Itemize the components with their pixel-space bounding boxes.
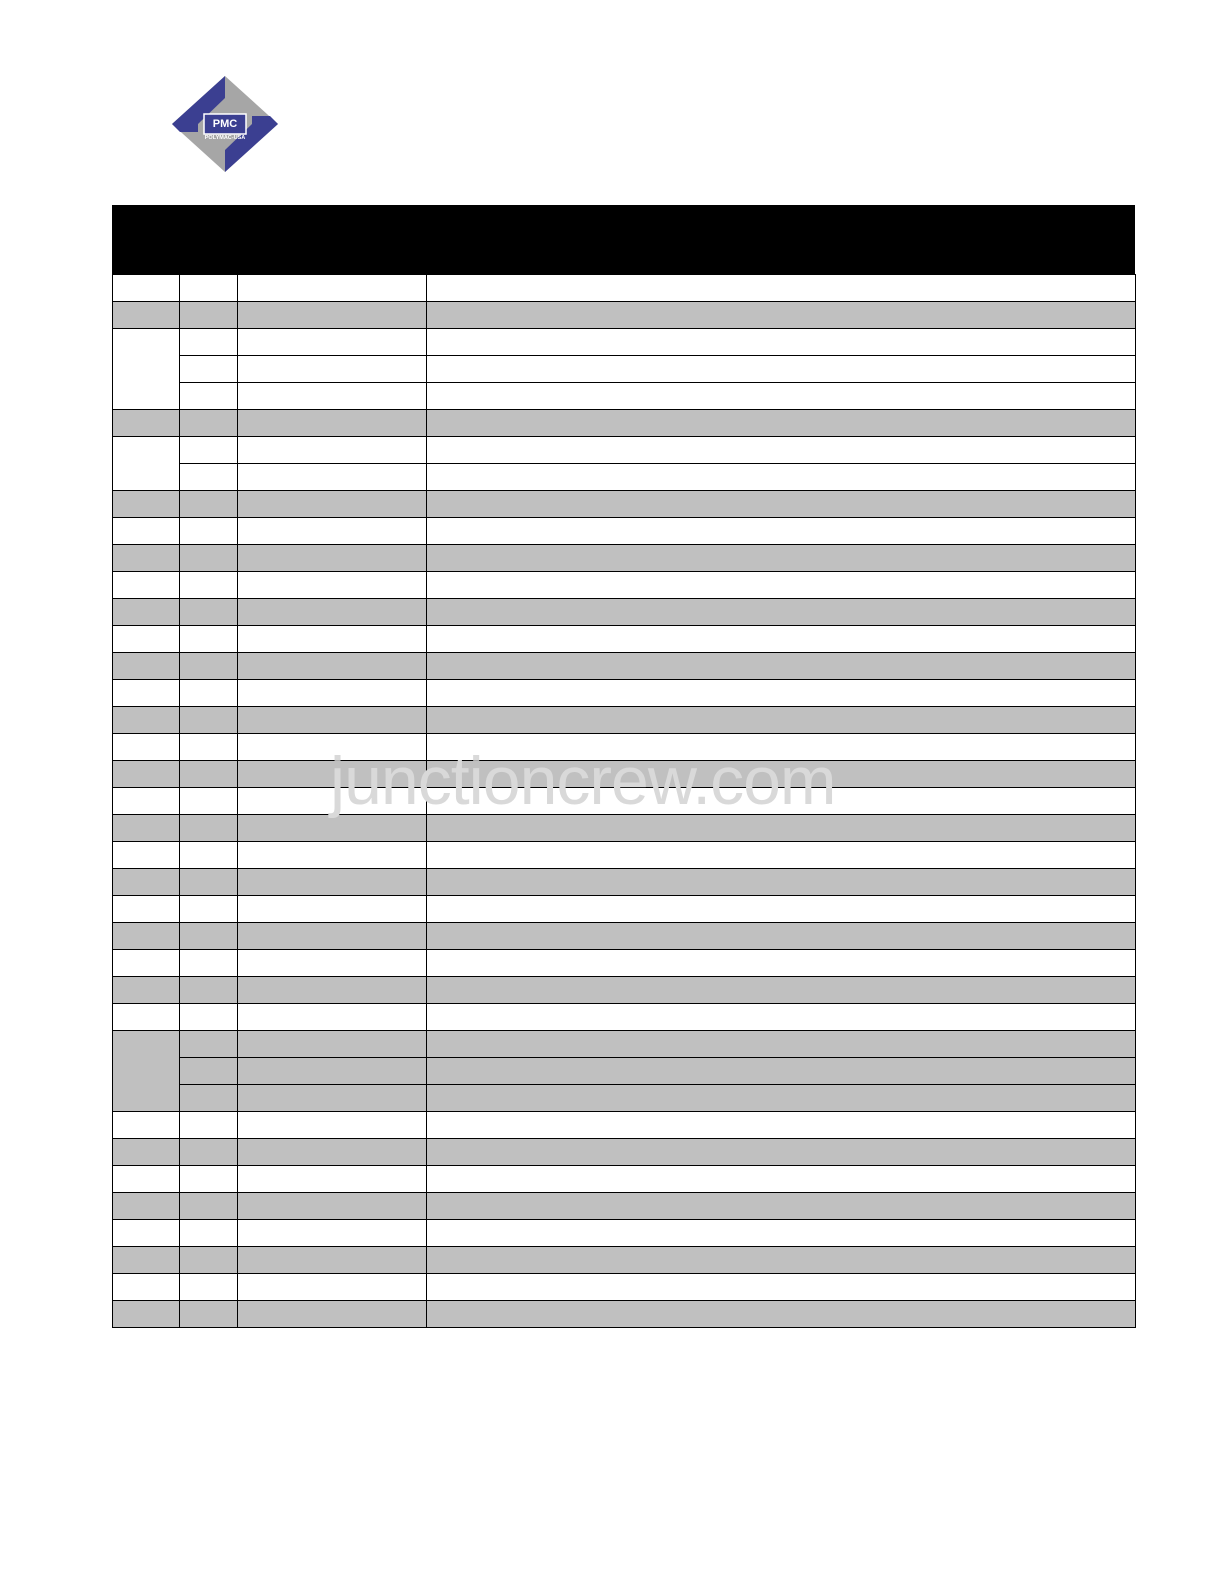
table-cell (427, 464, 1136, 491)
table-cell (427, 1004, 1136, 1031)
table-cell (238, 869, 427, 896)
table-cell (427, 572, 1136, 599)
table-cell (180, 1274, 238, 1301)
table-cell (113, 1247, 180, 1274)
table-cell (238, 518, 427, 545)
table-row (113, 707, 1136, 734)
table-row (113, 896, 1136, 923)
table-row (113, 1085, 1136, 1112)
table-cell (427, 599, 1136, 626)
table-cell (427, 1220, 1136, 1247)
table-cell (113, 923, 180, 950)
table-cell (113, 761, 180, 788)
table-cell (180, 329, 238, 356)
table-cell (180, 842, 238, 869)
table-cell (113, 680, 180, 707)
table-cell (113, 707, 180, 734)
logo-subtext: POLYMAC-USA (204, 135, 246, 141)
table-cell (180, 1247, 238, 1274)
table-cell (180, 518, 238, 545)
table-cell (427, 410, 1136, 437)
table-cell (180, 1112, 238, 1139)
table-cell (427, 1139, 1136, 1166)
table-cell (113, 1004, 180, 1031)
table-row (113, 1004, 1136, 1031)
table-cell (238, 1058, 427, 1085)
table-cell (427, 383, 1136, 410)
table-row (113, 1247, 1136, 1274)
table-cell (238, 1139, 427, 1166)
table-cell (238, 464, 427, 491)
table-cell (238, 1004, 427, 1031)
table-cell (238, 437, 427, 464)
table-cell (238, 491, 427, 518)
table-cell (238, 1274, 427, 1301)
table-cell (113, 842, 180, 869)
table-cell (427, 275, 1136, 302)
table-row (113, 1220, 1136, 1247)
table-cell (113, 437, 180, 491)
table-cell (180, 572, 238, 599)
table-row (113, 302, 1136, 329)
table-cell (427, 923, 1136, 950)
table-cell (113, 329, 180, 410)
table-cell (238, 653, 427, 680)
table-row (113, 950, 1136, 977)
table-cell (238, 977, 427, 1004)
table-cell (113, 599, 180, 626)
table-row (113, 869, 1136, 896)
table-row (113, 275, 1136, 302)
table-cell (113, 977, 180, 1004)
table-cell (238, 383, 427, 410)
table-row (113, 842, 1136, 869)
table-row (113, 1166, 1136, 1193)
table-cell (180, 707, 238, 734)
table-cell (180, 896, 238, 923)
table-cell (238, 1220, 427, 1247)
table-cell (238, 356, 427, 383)
table-cell (427, 302, 1136, 329)
table-cell (113, 302, 180, 329)
table-row (113, 383, 1136, 410)
table-cell (180, 788, 238, 815)
table-row (113, 626, 1136, 653)
table-row (113, 356, 1136, 383)
table-cell (180, 815, 238, 842)
table-cell (113, 653, 180, 680)
table-cell (238, 950, 427, 977)
table-cell (180, 1058, 238, 1085)
table-row (113, 1058, 1136, 1085)
table-cell (113, 518, 180, 545)
table-cell (427, 518, 1136, 545)
table-cell (427, 626, 1136, 653)
table-cell (427, 950, 1136, 977)
table-cell (238, 923, 427, 950)
table-cell (180, 302, 238, 329)
table-row (113, 1193, 1136, 1220)
table-cell (238, 680, 427, 707)
table-cell (238, 599, 427, 626)
table-cell (180, 950, 238, 977)
table-row (113, 437, 1136, 464)
table-cell (238, 302, 427, 329)
table-cell (180, 1193, 238, 1220)
table-cell (180, 1085, 238, 1112)
table-cell (113, 1301, 180, 1328)
table-cell (180, 1301, 238, 1328)
table-cell (180, 680, 238, 707)
table-cell (427, 1112, 1136, 1139)
table-cell (113, 815, 180, 842)
table-cell (427, 1301, 1136, 1328)
table-cell (180, 977, 238, 1004)
table-cell (180, 356, 238, 383)
table-cell (113, 1139, 180, 1166)
table-cell (113, 788, 180, 815)
table-cell (427, 1274, 1136, 1301)
table-cell (113, 545, 180, 572)
table-header-bar (112, 205, 1135, 274)
table-cell (427, 1058, 1136, 1085)
table-cell (427, 653, 1136, 680)
table-cell (180, 761, 238, 788)
table-cell (427, 329, 1136, 356)
table-cell (427, 1031, 1136, 1058)
table-cell (180, 410, 238, 437)
table-cell (113, 1031, 180, 1112)
table-cell (180, 437, 238, 464)
table-row (113, 1274, 1136, 1301)
table-cell (238, 707, 427, 734)
table-cell (427, 680, 1136, 707)
table-cell (180, 1004, 238, 1031)
table-cell (113, 1220, 180, 1247)
table-cell (180, 383, 238, 410)
table-cell (113, 869, 180, 896)
table-cell (238, 1031, 427, 1058)
table-row (113, 572, 1136, 599)
table-row (113, 1139, 1136, 1166)
table-cell (113, 1112, 180, 1139)
table-row (113, 1112, 1136, 1139)
table-cell (238, 1193, 427, 1220)
table-row (113, 410, 1136, 437)
table-cell (238, 275, 427, 302)
table-cell (113, 410, 180, 437)
table-cell (427, 896, 1136, 923)
table-row (113, 464, 1136, 491)
table-cell (238, 572, 427, 599)
table-cell (113, 950, 180, 977)
table-cell (180, 464, 238, 491)
table-row (113, 491, 1136, 518)
table-row (113, 680, 1136, 707)
table-cell (113, 896, 180, 923)
table-cell (238, 1247, 427, 1274)
table-cell (238, 329, 427, 356)
table-row (113, 1301, 1136, 1328)
table-cell (427, 1247, 1136, 1274)
table-cell (427, 1085, 1136, 1112)
table-row (113, 653, 1136, 680)
table-cell (180, 1031, 238, 1058)
table-cell (180, 734, 238, 761)
table-cell (238, 1166, 427, 1193)
table-cell (238, 626, 427, 653)
table-cell (180, 1220, 238, 1247)
table-cell (238, 1112, 427, 1139)
table-row (113, 1031, 1136, 1058)
logo-brand-text: PMC (212, 118, 238, 130)
table-cell (113, 572, 180, 599)
table-cell (180, 626, 238, 653)
table-cell (238, 545, 427, 572)
table-cell (180, 275, 238, 302)
table-cell (180, 491, 238, 518)
table-cell (180, 923, 238, 950)
polymac-logo (170, 74, 280, 174)
table-cell (180, 653, 238, 680)
table-cell (427, 545, 1136, 572)
table-cell (113, 734, 180, 761)
table-row (113, 923, 1136, 950)
table-row (113, 977, 1136, 1004)
table-cell (113, 275, 180, 302)
table-row (113, 518, 1136, 545)
table-cell (238, 1301, 427, 1328)
table-cell (180, 1166, 238, 1193)
table-row (113, 599, 1136, 626)
table-row (113, 545, 1136, 572)
table-cell (238, 410, 427, 437)
table-cell (427, 491, 1136, 518)
table-row (113, 329, 1136, 356)
table-cell (180, 599, 238, 626)
table-cell (427, 356, 1136, 383)
table-cell (427, 842, 1136, 869)
table-cell (427, 869, 1136, 896)
table-cell (238, 1085, 427, 1112)
table-cell (113, 626, 180, 653)
table-cell (427, 437, 1136, 464)
table-cell (427, 1193, 1136, 1220)
table-cell (180, 1139, 238, 1166)
table-cell (113, 1166, 180, 1193)
table-cell (238, 896, 427, 923)
table-cell (113, 1274, 180, 1301)
table-cell (113, 491, 180, 518)
table-cell (113, 1193, 180, 1220)
table-cell (238, 842, 427, 869)
watermark-text: junctioncrew.com (330, 743, 836, 819)
table-cell (427, 1166, 1136, 1193)
table-cell (427, 977, 1136, 1004)
table-cell (180, 869, 238, 896)
table-cell (180, 545, 238, 572)
table-cell (427, 707, 1136, 734)
